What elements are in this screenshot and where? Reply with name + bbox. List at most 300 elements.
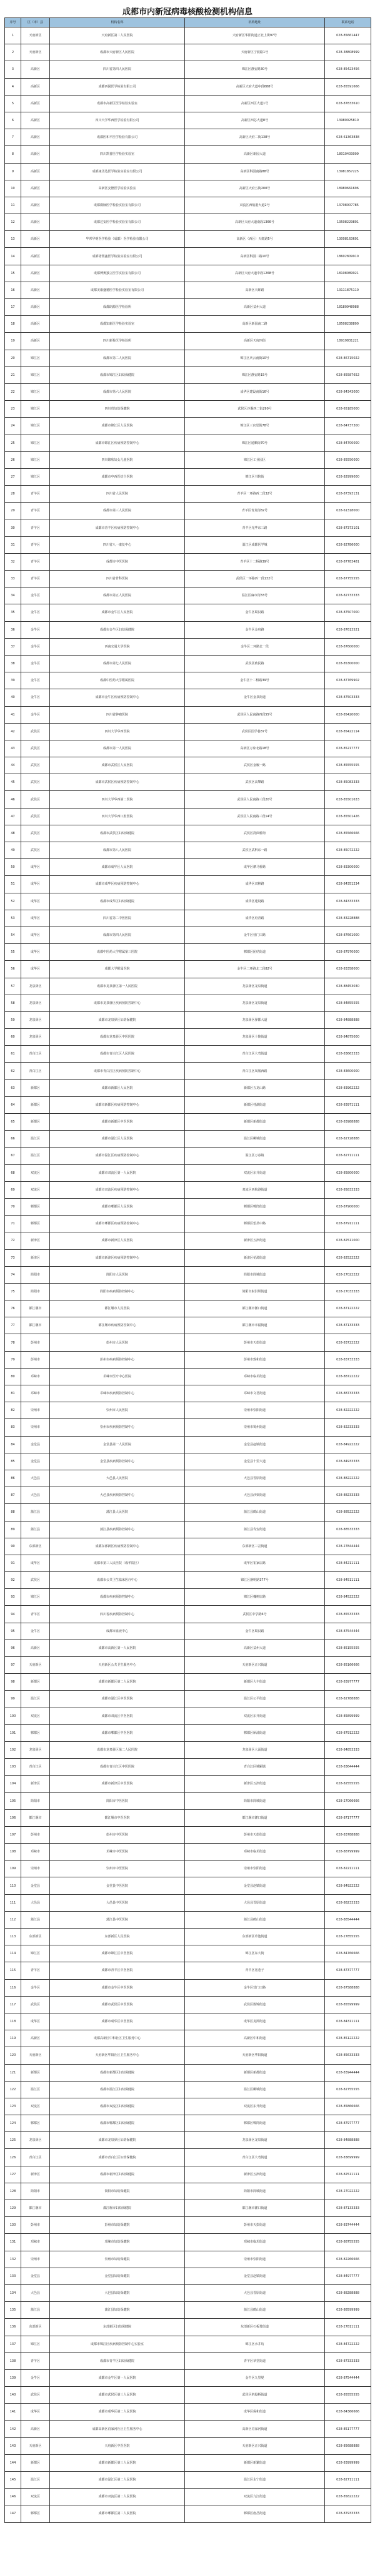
- cell-institution: 四川省第四人民医院: [50, 61, 185, 78]
- cell-phone: 028-83228888: [325, 910, 371, 927]
- cell-district: 锦江区: [21, 1945, 50, 1962]
- cell-phone: 028-87613521: [325, 621, 371, 638]
- cell-phone: 028-88222222: [325, 1470, 371, 1487]
- cell-address: 双流区东升街道: [185, 2098, 325, 2115]
- cell-index: 48: [5, 825, 21, 842]
- cell-address: 新都区新都街道: [185, 2064, 325, 2081]
- cell-phone: 028-88722222: [325, 1368, 371, 1385]
- cell-address: 东部新区三岔街道: [185, 1538, 325, 1555]
- cell-district: 高新区: [21, 146, 50, 163]
- table-row: [5, 316, 371, 333]
- cell-phone: 028-85833333: [325, 1181, 371, 1198]
- cell-phone: 028-85688888: [325, 2437, 371, 2454]
- cell-institution: 天府新区中医医院: [50, 2437, 185, 2454]
- cell-institution: 成都市血液中心: [50, 1623, 185, 1639]
- cell-institution: 成都市新都区疾病预防控制中心: [50, 1096, 185, 1113]
- table-row: [5, 180, 371, 197]
- cell-district: 高新区: [21, 282, 50, 298]
- cell-index: 95: [5, 1623, 21, 1639]
- cell-address: 青羊区十二桥路39号: [185, 553, 325, 570]
- cell-address: 锦江区三官堂街78号: [185, 418, 325, 435]
- table-row: [5, 1436, 371, 1453]
- cell-index: 42: [5, 723, 21, 740]
- cell-address: 温江区公平街道: [185, 1691, 325, 1708]
- cell-index: 91: [5, 1555, 21, 1571]
- table-row: [5, 2132, 371, 2149]
- cell-district: 青白江区: [21, 1063, 50, 1079]
- cell-institution: 四川省肿瘤医院: [50, 706, 185, 723]
- cell-district: 大邑县: [21, 1487, 50, 1504]
- cell-phone: 028-87544444: [325, 1623, 371, 1639]
- table-row: [5, 2437, 371, 2454]
- table-row: [5, 451, 371, 468]
- cell-index: 85: [5, 1453, 21, 1470]
- cell-institution: 成都市郫都区人民医院: [50, 1198, 185, 1215]
- cell-index: 54: [5, 927, 21, 943]
- cell-index: 33: [5, 571, 21, 587]
- cell-institution: 四川大学华西口腔医院: [50, 808, 185, 825]
- table-row: [5, 740, 371, 757]
- cell-index: 65: [5, 1114, 21, 1131]
- cell-district: 天府新区: [21, 1657, 50, 1674]
- cell-index: 24: [5, 418, 21, 435]
- table-row: [5, 366, 371, 383]
- table-row: [5, 2098, 371, 2115]
- cell-address: 邛崃市文君街道: [185, 1385, 325, 1402]
- table-row: [5, 486, 371, 503]
- cell-index: 38: [5, 655, 21, 672]
- cell-institution: 成都市青羊区中医医院: [50, 1962, 185, 1979]
- cell-address: 高新区天府大道中段688号: [185, 78, 325, 95]
- cell-address: 新津区花源街道: [185, 1249, 325, 1266]
- cell-phone: 028-83944444: [325, 2064, 371, 2081]
- institution-table: [4, 17, 371, 2523]
- cell-address: 郫都区犀浦街道: [185, 1724, 325, 1741]
- cell-district: 成华区: [21, 961, 50, 978]
- cell-phone: 028-82211111: [325, 1861, 371, 1877]
- cell-address: 武侯区沙堰西二街290号: [185, 401, 325, 418]
- cell-institution: 邛崃市医疗中心医院: [50, 1368, 185, 1385]
- cell-district: 金牛区: [21, 638, 50, 655]
- cell-district: 新津区: [21, 1232, 50, 1249]
- cell-phone: 028-84722222: [325, 2336, 371, 2352]
- cell-institution: 西南交通大学医院: [50, 638, 185, 655]
- cell-institution: 成都市成华区中医医院: [50, 2013, 185, 2030]
- table-row: [5, 1385, 371, 1402]
- table-row: [5, 1216, 371, 1232]
- cell-address: 都江堰市幸福街道: [185, 1317, 325, 1334]
- cell-address: 大邑县晋原街道: [185, 1470, 325, 1487]
- cell-index: 105: [5, 1792, 21, 1809]
- cell-institution: 高新区安德医学检验实验室: [50, 180, 185, 197]
- table-row: [5, 1487, 371, 1504]
- cell-address: 高新区新园大道: [185, 146, 325, 163]
- cell-district: 新都区: [21, 1674, 50, 1691]
- cell-district: 彭州市: [21, 1826, 50, 1843]
- cell-district: 新都区: [21, 1114, 50, 1131]
- cell-index: 36: [5, 621, 21, 638]
- cell-index: 69: [5, 1181, 21, 1198]
- cell-district: 青羊区: [21, 503, 50, 519]
- cell-address: 金牛区二环路北一段: [185, 638, 325, 655]
- cell-address: 武侯区人民南路三段14号: [185, 808, 325, 825]
- cell-phone: 028-85501633: [325, 791, 371, 808]
- cell-phone: 18919831221: [325, 333, 371, 350]
- cell-district: 锦江区: [21, 401, 50, 418]
- table-row: [5, 1589, 371, 1606]
- cell-index: 118: [5, 2013, 21, 2030]
- cell-phone: 028-84766666: [325, 1945, 371, 1962]
- cell-phone: 13008163601: [325, 231, 371, 248]
- cell-index: 17: [5, 299, 21, 316]
- cell-address: 新都区新都街道: [185, 1114, 325, 1131]
- table-row: [5, 1079, 371, 1096]
- cell-address: 新津区五津街道: [185, 1776, 325, 1792]
- cell-address: 双流区东升街道: [185, 1164, 325, 1181]
- cell-phone: 028-87912222: [325, 1724, 371, 1741]
- table-row: [5, 146, 371, 163]
- cell-institution: 金堂县第一人民医院: [50, 1436, 185, 1453]
- cell-index: 49: [5, 842, 21, 859]
- cell-index: 76: [5, 1300, 21, 1317]
- cell-index: 15: [5, 265, 21, 282]
- cell-district: 金牛区: [21, 604, 50, 621]
- table-row: [5, 689, 371, 706]
- cell-address: 武侯区簇锦街道: [185, 1996, 325, 2013]
- cell-phone: 028-83962222: [325, 1079, 371, 1096]
- cell-address: 金牛区蜀汉路: [185, 1623, 325, 1639]
- cell-phone: 028-84888888: [325, 2132, 371, 2149]
- cell-address: 温江区麻市街33号: [185, 587, 325, 604]
- table-row: [5, 95, 371, 112]
- cell-index: 13: [5, 231, 21, 248]
- cell-institution: 彭州市中医医院: [50, 1826, 185, 1843]
- cell-address: 简阳市射洪坝街道: [185, 1283, 325, 1300]
- cell-phone: 028-82999000: [325, 468, 371, 485]
- cell-address: 武侯区国学巷37号: [185, 723, 325, 740]
- cell-institution: 成都市成华区人民医院: [50, 859, 185, 876]
- cell-address: 双流区西航港大道2号: [185, 197, 325, 214]
- cell-district: 成华区: [21, 2404, 50, 2421]
- cell-index: 89: [5, 1521, 21, 1538]
- cell-index: 18: [5, 316, 21, 333]
- cell-index: 90: [5, 1538, 21, 1555]
- cell-phone: 028-88599999: [325, 2302, 371, 2319]
- table-row: [5, 621, 371, 638]
- cell-address: 金堂县十里大道: [185, 1453, 325, 1470]
- cell-phone: 028-85555555: [325, 2387, 371, 2404]
- cell-district: 武侯区: [21, 2387, 50, 2404]
- cell-phone: 028-83358000: [325, 961, 371, 978]
- cell-index: 19: [5, 333, 21, 350]
- table-row: [5, 1929, 371, 1945]
- cell-institution: 成都市青羊区妇幼保健院: [50, 2352, 185, 2369]
- cell-index: 29: [5, 503, 21, 519]
- cell-district: 武侯区: [21, 740, 50, 757]
- cell-index: 93: [5, 1589, 21, 1606]
- cell-district: 天府新区: [21, 27, 50, 44]
- table-row: [5, 1809, 371, 1826]
- cell-address: 高新区天府二街138号: [185, 129, 325, 146]
- table-row: [5, 2166, 371, 2183]
- cell-institution: 蒲江县疾病预防控制中心: [50, 1521, 185, 1538]
- cell-phone: 028-84875000: [325, 1029, 371, 1046]
- cell-phone: 028-82728888: [325, 1131, 371, 1148]
- cell-institution: 成都市新都区妇幼保健院: [50, 2064, 185, 2081]
- table-row: [5, 808, 371, 825]
- cell-district: 武侯区: [21, 808, 50, 825]
- cell-institution: 成都市金牛区人民医院: [50, 604, 185, 621]
- cell-address: 青羊区一环路西二段32号: [185, 486, 325, 503]
- page-title: 成都市内新冠病毒核酸检测机构信息: [122, 7, 252, 17]
- cell-address: 新津区五津街道: [185, 1232, 325, 1249]
- cell-address: 金牛区二环路北二段82号: [185, 961, 325, 978]
- cell-institution: 崇州市妇幼保健院: [50, 2251, 185, 2268]
- cell-institution: 成都市武侯区人民医院: [50, 757, 185, 774]
- table-row: [5, 1911, 371, 1928]
- cell-index: 37: [5, 638, 21, 655]
- cell-address: 彭州市天彭街道: [185, 1826, 325, 1843]
- cell-phone: 028-85866666: [325, 2098, 371, 2115]
- cell-institution: 成都市第六人民医院: [50, 383, 185, 400]
- table-row: [5, 129, 371, 146]
- cell-district: 成华区: [21, 910, 50, 927]
- cell-institution: 成都市武侯区第三人民医院: [50, 2387, 185, 2404]
- cell-index: 46: [5, 791, 21, 808]
- cell-address: 邛崃市临邛街道: [185, 1844, 325, 1861]
- cell-phone: 028-87833610: [325, 95, 371, 112]
- cell-address: 龙泉驿区大面街道: [185, 1741, 325, 1758]
- cell-address: 新都区五龙山路: [185, 1079, 325, 1096]
- cell-district: 大邑县: [21, 2284, 50, 2301]
- cell-index: 101: [5, 1724, 21, 1741]
- table-row: [5, 1470, 371, 1487]
- cell-institution: 成都市温江区疾病预防控制中心: [50, 1148, 185, 1164]
- table-row: [5, 2183, 371, 2200]
- cell-district: 崇州市: [21, 1419, 50, 1436]
- cell-district: 青白江区: [21, 1759, 50, 1776]
- table-row: [5, 1368, 371, 1385]
- cell-district: 彭州市: [21, 1351, 50, 1368]
- cell-district: 高新区: [21, 2421, 50, 2437]
- cell-index: 127: [5, 2166, 21, 2183]
- cell-institution: 成都市温江区第二人民医院: [50, 2472, 185, 2489]
- cell-index: 68: [5, 1164, 21, 1181]
- cell-institution: 大邑县中医医院: [50, 1894, 185, 1911]
- cell-address: 龙泉驿区龙泉街道: [185, 978, 325, 995]
- cell-index: 119: [5, 2030, 21, 2047]
- cell-institution: 东部新区妇幼保健院: [50, 2319, 185, 2336]
- cell-institution: 成都市金牛区疾病预防控制中心: [50, 689, 185, 706]
- cell-institution: 成都市中医医院: [50, 553, 185, 570]
- cell-phone: 028-85661447: [325, 27, 371, 44]
- cell-phone: 028-87900000: [325, 1198, 371, 1215]
- table-row: [5, 2081, 371, 2098]
- cell-institution: 成都康圣达医学检验实验室有限公司: [50, 163, 185, 180]
- cell-phone: 028-87373101: [325, 519, 371, 536]
- cell-phone: 028-61363838: [325, 129, 371, 146]
- cell-district: 新都区: [21, 2454, 50, 2471]
- table-row: [5, 1657, 371, 1674]
- cell-district: 蒲江县: [21, 1521, 50, 1538]
- cell-institution: 成都市锦江区疾病预防控制中心: [50, 435, 185, 451]
- cell-index: 96: [5, 1639, 21, 1656]
- cell-address: 高新区（西区）天虹路5号: [185, 231, 325, 248]
- cell-address: 锦江区东大街: [185, 1945, 325, 1962]
- table-row: [5, 112, 371, 129]
- cell-index: 128: [5, 2183, 21, 2200]
- table-row: [5, 1046, 371, 1063]
- cell-phone: 028-84211111: [325, 1555, 371, 1571]
- cell-district: 温江区: [21, 2472, 50, 2489]
- cell-institution: 成都市郫都区妇幼保健院: [50, 2115, 185, 2132]
- cell-address: 高新区天晖路: [185, 282, 325, 298]
- cell-index: 79: [5, 1351, 21, 1368]
- table-row: [5, 1877, 371, 1894]
- cell-address: 高新区肖家河街道: [185, 2421, 325, 2437]
- cell-address: 高新区西芯大道8号: [185, 112, 325, 129]
- cell-institution: 成都市龙泉驿区妇幼保健院: [50, 1011, 185, 1028]
- table-row: [5, 893, 371, 910]
- table-row: [5, 1996, 371, 2013]
- cell-district: 温江区: [21, 1148, 50, 1164]
- table-row: [5, 2251, 371, 2268]
- cell-index: 78: [5, 1334, 21, 1351]
- table-row: [5, 961, 371, 978]
- cell-phone: 028-84343000: [325, 383, 371, 400]
- cell-index: 51: [5, 876, 21, 893]
- cell-institution: 成都市双流区疾病预防控制中心: [50, 1181, 185, 1198]
- cell-institution: 成都市龙泉驿区第一人民医院: [50, 978, 185, 995]
- cell-address: 青白江区凤凰西路: [185, 1063, 325, 1079]
- cell-district: 高新区: [21, 163, 50, 180]
- cell-phone: 028-61318000: [325, 503, 371, 519]
- table-row: [5, 638, 371, 655]
- cell-district: 新都区: [21, 1096, 50, 1113]
- cell-district: 邛崃市: [21, 1368, 50, 1385]
- cell-phone: 028-85587652: [325, 366, 371, 383]
- table-row: [5, 2234, 371, 2251]
- cell-institution: 成都市新津区疾病预防控制中心: [50, 1249, 185, 1266]
- cell-district: 武侯区: [21, 757, 50, 774]
- cell-district: 高新区: [21, 180, 50, 197]
- cell-phone: 028-85155555: [325, 1639, 371, 1656]
- table-row: [5, 1979, 371, 1996]
- table-row: [5, 876, 371, 893]
- table-row: [5, 1402, 371, 1419]
- cell-address: 彭州市天彭街道: [185, 2217, 325, 2234]
- cell-index: 103: [5, 1759, 21, 1776]
- cell-index: 26: [5, 451, 21, 468]
- table-row: [5, 2472, 371, 2489]
- cell-phone: 028-83300000: [325, 859, 371, 876]
- cell-phone: 028-82755555: [325, 2081, 371, 2098]
- cell-index: 126: [5, 2149, 21, 2166]
- cell-institution: 东部新区人民医院: [50, 1929, 185, 1945]
- table-row: [5, 1724, 371, 1741]
- cell-index: 57: [5, 978, 21, 995]
- cell-index: 28: [5, 486, 21, 503]
- cell-address: 双流区九江街道: [185, 2489, 325, 2505]
- cell-index: 70: [5, 1198, 21, 1215]
- cell-phone: 028-82788888: [325, 1691, 371, 1708]
- cell-district: 金牛区: [21, 1623, 50, 1639]
- cell-institution: 都江堰市疾病预防控制中心: [50, 1317, 185, 1334]
- cell-address: 蒲江县鹤山街道: [185, 1504, 325, 1521]
- cell-index: 134: [5, 2284, 21, 2301]
- cell-district: 龙泉驿区: [21, 1011, 50, 1028]
- cell-address: 金牛区九里堤: [185, 2369, 325, 2386]
- cell-district: 青白江区: [21, 2149, 50, 2166]
- cell-institution: 成都市新津区人民医院: [50, 1232, 185, 1249]
- cell-address: 新都区大丰街道: [185, 1674, 325, 1691]
- table-row: [5, 1300, 371, 1317]
- cell-index: 140: [5, 2387, 21, 2404]
- cell-phone: 028-83977777: [325, 1674, 371, 1691]
- cell-institution: 四川省疾病预防控制中心: [50, 1606, 185, 1623]
- table-body: [5, 27, 371, 2523]
- cell-address: 成华区府青路: [185, 910, 325, 927]
- table-row: [5, 1759, 371, 1776]
- cell-phone: 028-88544444: [325, 1911, 371, 1928]
- cell-address: 青羊区草堂街道: [185, 2352, 325, 2369]
- cell-district: 郫都区: [21, 1724, 50, 1741]
- table-row: [5, 1096, 371, 1113]
- cell-district: 金堂县: [21, 1436, 50, 1453]
- cell-index: 143: [5, 2437, 21, 2454]
- cell-address: 武侯区人民南路三段20号: [185, 791, 325, 808]
- cell-phone: 028-87503333: [325, 689, 371, 706]
- cell-phone: 028-85501426: [325, 808, 371, 825]
- table-row: [5, 672, 371, 689]
- cell-index: 14: [5, 248, 21, 265]
- cell-address: 天府新区华阳街道: [185, 2047, 325, 2064]
- table-row: [5, 995, 371, 1011]
- table-row: [5, 383, 371, 400]
- cell-index: 99: [5, 1691, 21, 1708]
- table-row: [5, 1844, 371, 1861]
- cell-institution: 成都市龙泉驿区妇幼保健院: [50, 2132, 185, 2149]
- cell-institution: 成都美康盛德医学检验实验室有限公司: [50, 282, 185, 298]
- table-row: [5, 2387, 371, 2404]
- cell-district: 蒲江县: [21, 1504, 50, 1521]
- cell-district: 金堂县: [21, 1877, 50, 1894]
- cell-district: 天府新区: [21, 2047, 50, 2064]
- cell-district: 简阳市: [21, 1283, 50, 1300]
- cell-phone: 028-87769902: [325, 672, 371, 689]
- cell-address: 大邑县晋原街道: [185, 2284, 325, 2301]
- table-row: [5, 2149, 371, 2166]
- cell-address: 金牛区十二桥路39号: [185, 672, 325, 689]
- table-row: [5, 825, 371, 842]
- table-row: [5, 1639, 371, 1656]
- cell-institution: 成都市金牛区第一人民医院: [50, 2369, 185, 2386]
- cell-district: 金牛区: [21, 672, 50, 689]
- cell-district: 都江堰市: [21, 2200, 50, 2217]
- cell-phone: 028-85083333: [325, 774, 371, 791]
- table-row: [5, 553, 371, 570]
- cell-address: 郫都区团结街道: [185, 944, 325, 961]
- table-row: [5, 1181, 371, 1198]
- cell-phone: 028-87977777: [325, 2115, 371, 2132]
- cell-institution: 成都市第三人民医院: [50, 503, 185, 519]
- cell-address: 金堂县赵镇街道: [185, 2268, 325, 2284]
- cell-phone: 028-84311111: [325, 2013, 371, 2030]
- cell-address: 温江区柳城街道: [185, 2081, 325, 2098]
- table-row: [5, 214, 371, 231]
- cell-address: 高新区科园南路88号: [185, 163, 325, 180]
- table-row: [5, 2030, 371, 2047]
